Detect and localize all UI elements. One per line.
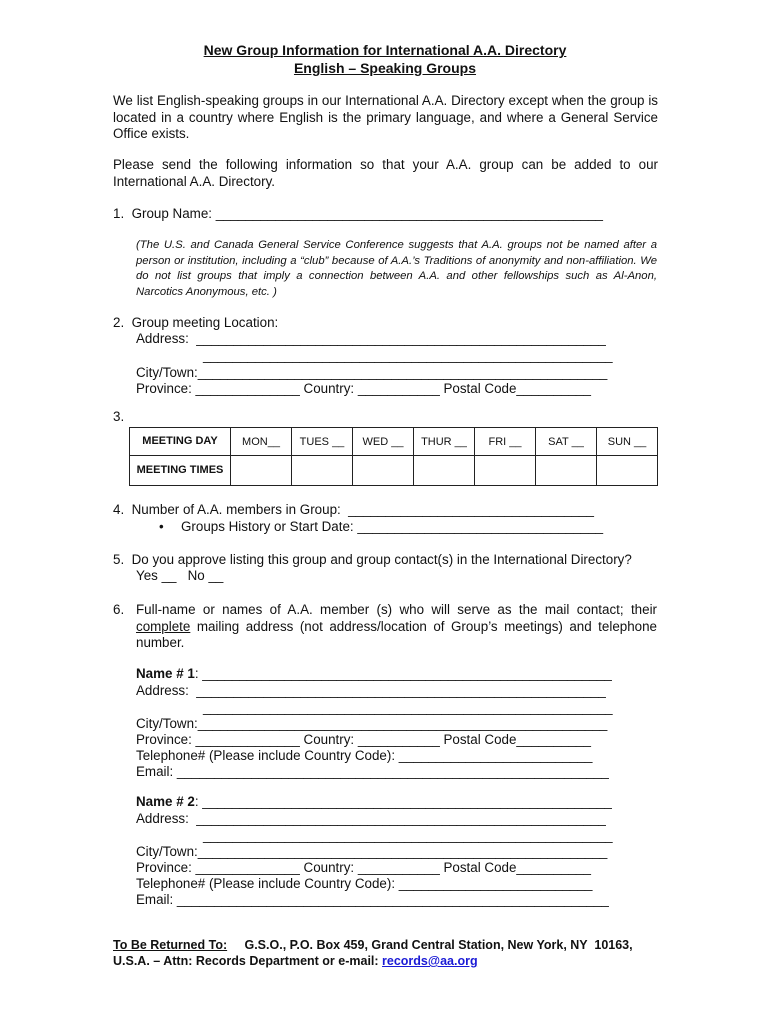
time-cell-sun[interactable] (597, 456, 658, 486)
contact-1-name-line: : _______________________________________________________ (194, 666, 612, 681)
location-city-field[interactable]: City/Town:_______________________________________________________ (136, 365, 608, 380)
contact-1-telephone-field[interactable]: Telephone# (Please include Country Code): __________________________ (136, 748, 593, 763)
day-cell-sun[interactable]: SUN __ (597, 428, 658, 456)
time-cell-tues[interactable] (292, 456, 353, 486)
location-address-field[interactable]: Address: _______________________________________________________ (136, 331, 606, 346)
group-history-field[interactable]: Groups History or Start Date: _________________________________ (181, 519, 604, 534)
contact-1-province-country-postal-field[interactable]: Province: ______________ Country: ___________ Postal Code__________ (136, 732, 591, 747)
contact-1-name-field[interactable] (136, 666, 612, 682)
return-address-text: G.S.O., P.O. Box 459, Grand Central Station, New York, NY 10163, (227, 938, 633, 952)
time-cell-sat[interactable] (536, 456, 597, 486)
contact-2-telephone-field[interactable]: Telephone# (Please include Country Code): __________________________ (136, 876, 593, 891)
contact-1-name-label: Name # 1 (136, 666, 195, 681)
approve-yes-no-field[interactable]: Yes __ No __ (136, 568, 224, 583)
naming-guidance-note: (The U.S. and Canada General Service Conference suggests that A.A. groups not be named after a person or institution, including a “club” because of A.A.’s Traditions of anonymity and non-affiliation. We do not list groups that imply a connection between A.A. and other fellowships such as Al-Anon, Narcotics Anonymous, etc. ) (136, 239, 657, 298)
day-cell-thur[interactable]: THUR __ (414, 428, 475, 456)
records-email-link[interactable]: records@aa.org (382, 954, 478, 968)
intro-paragraph-2: Please send the following information so that your A.A. group can be added to our International A.A. Directory. (113, 157, 658, 189)
meeting-schedule-number: 3. (113, 409, 125, 424)
location-address-line2-field[interactable]: _______________________________________________________ (203, 348, 613, 363)
contact-2-address-line2-field[interactable]: _______________________________________________________ (203, 828, 613, 843)
meeting-day-header: MEETING DAY (130, 428, 231, 456)
contact-2-name-field[interactable] (136, 794, 612, 810)
day-cell-wed[interactable]: WED __ (353, 428, 414, 456)
intro-paragraph-1: We list English-speaking groups in our International A.A. Directory except when the group is located in a country where English is the primary language, and where a General Service Office exists. (113, 93, 658, 141)
group-name-field[interactable]: 1. Group Name: ____________________________________________________ (113, 206, 603, 221)
member-count-field[interactable]: 4. Number of A.A. members in Group: _________________________________ (113, 502, 594, 517)
contact-2-city-field[interactable]: City/Town:_______________________________________________________ (136, 844, 608, 859)
return-contact-text: U.S.A. – Attn: Records Department or e-mail: (113, 954, 383, 968)
day-cell-tues[interactable]: TUES __ (292, 428, 353, 456)
meeting-schedule-table (129, 427, 658, 486)
mail-contact-number: 6. (113, 602, 125, 617)
day-cell-mon[interactable]: MON__ (231, 428, 292, 456)
bullet-icon: • (159, 519, 164, 534)
time-cell-thur[interactable] (414, 456, 475, 486)
mail-contact-text-a: Full-name or names of A.A. member (s) who will serve as the mail contact; their (136, 602, 657, 617)
location-province-country-postal-field[interactable]: Province: ______________ Country: ___________ Postal Code__________ (136, 381, 591, 396)
form-title: New Group Information for International A.A. Directory (203, 42, 567, 58)
mail-contact-instructions (136, 602, 657, 652)
contact-1-address-line2-field[interactable]: _______________________________________________________ (203, 700, 613, 715)
meeting-location-label: 2. Group meeting Location: (113, 315, 279, 330)
form-subtitle: English – Speaking Groups (293, 60, 477, 76)
mail-contact-text-c: number. (136, 635, 185, 650)
day-cell-sat[interactable]: SAT __ (536, 428, 597, 456)
return-contact-line (113, 953, 478, 969)
contact-1-address-field[interactable]: Address: _______________________________________________________ (136, 683, 606, 698)
time-cell-mon[interactable] (231, 456, 292, 486)
contact-1-city-field[interactable]: City/Town:_______________________________________________________ (136, 716, 608, 731)
day-cell-fri[interactable]: FRI __ (475, 428, 536, 456)
contact-2-email-field[interactable]: Email: __________________________________________________________ (136, 892, 609, 907)
contact-2-address-field[interactable]: Address: _______________________________________________________ (136, 811, 606, 826)
mail-contact-text-b: mailing address (not address/location of Group’s meetings) and telephone (190, 618, 657, 634)
return-address (113, 937, 633, 953)
meeting-times-header: MEETING TIMES (130, 456, 231, 486)
contact-2-province-country-postal-field[interactable]: Province: ______________ Country: ___________ Postal Code__________ (136, 860, 591, 875)
time-cell-wed[interactable] (353, 456, 414, 486)
contact-2-name-label: Name # 2 (136, 794, 195, 809)
approve-listing-question: 5. Do you approve listing this group and group contact(s) in the International Directory? (113, 552, 632, 567)
contact-1-email-field[interactable]: Email: __________________________________________________________ (136, 764, 609, 779)
contact-2-name-line: : _______________________________________________________ (194, 794, 612, 809)
complete-emphasis: complete (136, 618, 191, 634)
time-cell-fri[interactable] (475, 456, 536, 486)
return-label: To Be Returned To: (113, 938, 228, 952)
